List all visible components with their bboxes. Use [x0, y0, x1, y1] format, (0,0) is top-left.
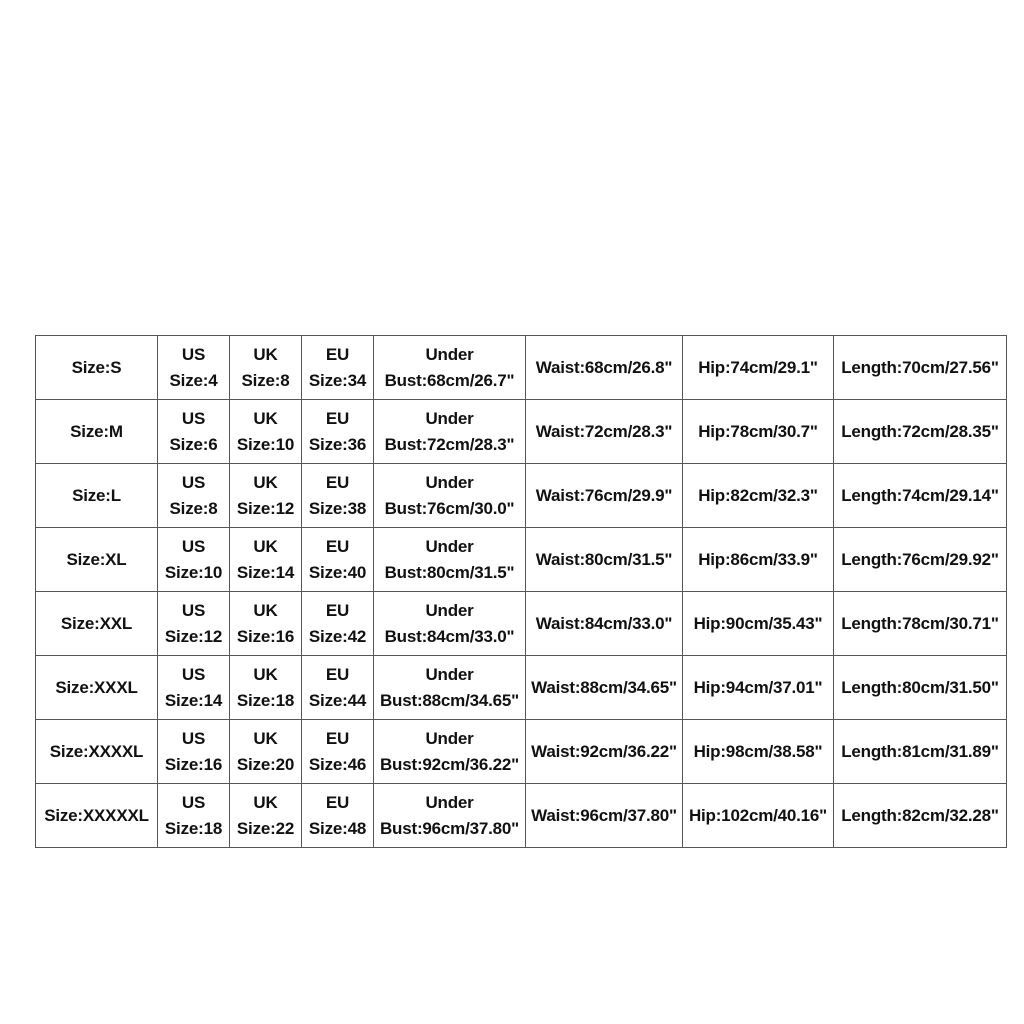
us-size-cell: US Size:12: [158, 592, 230, 656]
us-size-cell: US Size:10: [158, 528, 230, 592]
hip-cell: Hip:98cm/38.58": [683, 720, 834, 784]
size-cell: Size:XXXXXL: [36, 784, 158, 848]
under-bust-cell: Under Bust:68cm/26.7": [374, 336, 526, 400]
table-row: [36, 720, 1007, 784]
us-size-cell: US Size:8: [158, 464, 230, 528]
length-cell: Length:70cm/27.56": [834, 336, 1007, 400]
size-cell: Size:XXL: [36, 592, 158, 656]
eu-size-cell: EU Size:34: [302, 336, 374, 400]
us-size-cell: US Size:4: [158, 336, 230, 400]
waist-cell: Waist:92cm/36.22": [526, 720, 683, 784]
under-bust-cell: Under Bust:96cm/37.80": [374, 784, 526, 848]
eu-size-cell: EU Size:42: [302, 592, 374, 656]
size-chart-table: [35, 335, 1007, 848]
length-cell: Length:76cm/29.92": [834, 528, 1007, 592]
us-size-cell: US Size:18: [158, 784, 230, 848]
table-row: [36, 464, 1007, 528]
size-cell: Size:XXXXL: [36, 720, 158, 784]
eu-size-cell: EU Size:38: [302, 464, 374, 528]
length-cell: Length:72cm/28.35": [834, 400, 1007, 464]
size-cell: Size:L: [36, 464, 158, 528]
under-bust-cell: Under Bust:72cm/28.3": [374, 400, 526, 464]
waist-cell: Waist:84cm/33.0": [526, 592, 683, 656]
waist-cell: Waist:96cm/37.80": [526, 784, 683, 848]
table-row: [36, 400, 1007, 464]
under-bust-cell: Under Bust:88cm/34.65": [374, 656, 526, 720]
hip-cell: Hip:86cm/33.9": [683, 528, 834, 592]
eu-size-cell: EU Size:40: [302, 528, 374, 592]
us-size-cell: US Size:14: [158, 656, 230, 720]
size-cell: Size:M: [36, 400, 158, 464]
table-row: [36, 336, 1007, 400]
eu-size-cell: EU Size:44: [302, 656, 374, 720]
length-cell: Length:81cm/31.89": [834, 720, 1007, 784]
us-size-cell: US Size:6: [158, 400, 230, 464]
under-bust-cell: Under Bust:84cm/33.0": [374, 592, 526, 656]
table-row: [36, 784, 1007, 848]
length-cell: Length:80cm/31.50": [834, 656, 1007, 720]
length-cell: Length:78cm/30.71": [834, 592, 1007, 656]
uk-size-cell: UK Size:18: [230, 656, 302, 720]
uk-size-cell: UK Size:16: [230, 592, 302, 656]
uk-size-cell: UK Size:14: [230, 528, 302, 592]
eu-size-cell: EU Size:36: [302, 400, 374, 464]
uk-size-cell: UK Size:20: [230, 720, 302, 784]
hip-cell: Hip:82cm/32.3": [683, 464, 834, 528]
waist-cell: Waist:80cm/31.5": [526, 528, 683, 592]
table-row: [36, 656, 1007, 720]
under-bust-cell: Under Bust:92cm/36.22": [374, 720, 526, 784]
table-row: [36, 528, 1007, 592]
table-row: [36, 592, 1007, 656]
uk-size-cell: UK Size:8: [230, 336, 302, 400]
under-bust-cell: Under Bust:76cm/30.0": [374, 464, 526, 528]
uk-size-cell: UK Size:10: [230, 400, 302, 464]
under-bust-cell: Under Bust:80cm/31.5": [374, 528, 526, 592]
waist-cell: Waist:68cm/26.8": [526, 336, 683, 400]
hip-cell: Hip:94cm/37.01": [683, 656, 834, 720]
hip-cell: Hip:90cm/35.43": [683, 592, 834, 656]
length-cell: Length:74cm/29.14": [834, 464, 1007, 528]
uk-size-cell: UK Size:12: [230, 464, 302, 528]
uk-size-cell: UK Size:22: [230, 784, 302, 848]
length-cell: Length:82cm/32.28": [834, 784, 1007, 848]
waist-cell: Waist:76cm/29.9": [526, 464, 683, 528]
size-cell: Size:XL: [36, 528, 158, 592]
eu-size-cell: EU Size:46: [302, 720, 374, 784]
us-size-cell: US Size:16: [158, 720, 230, 784]
eu-size-cell: EU Size:48: [302, 784, 374, 848]
size-cell: Size:XXXL: [36, 656, 158, 720]
hip-cell: Hip:102cm/40.16": [683, 784, 834, 848]
waist-cell: Waist:88cm/34.65": [526, 656, 683, 720]
waist-cell: Waist:72cm/28.3": [526, 400, 683, 464]
hip-cell: Hip:74cm/29.1": [683, 336, 834, 400]
hip-cell: Hip:78cm/30.7": [683, 400, 834, 464]
size-cell: Size:S: [36, 336, 158, 400]
